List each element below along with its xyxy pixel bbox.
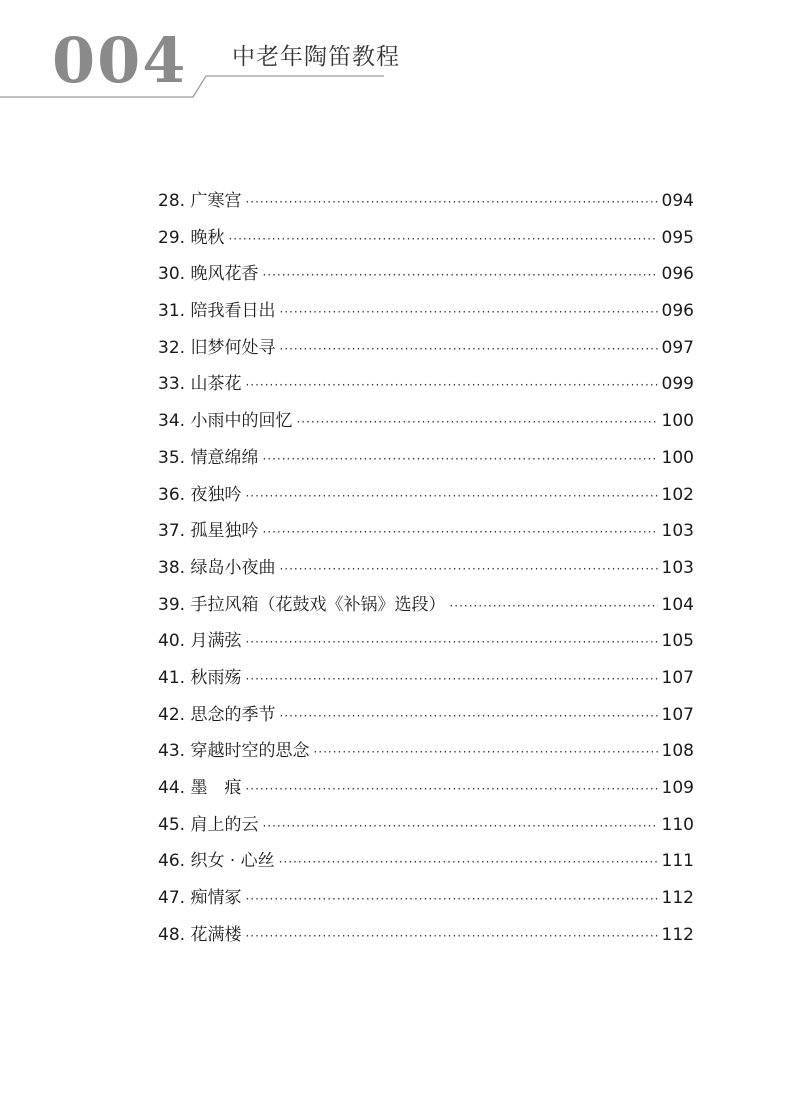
toc-dot-leader (245, 771, 657, 808)
toc-entry-page: 103 (661, 521, 694, 542)
toc-entry-page: 103 (661, 557, 694, 578)
toc-entry[interactable] (158, 256, 694, 293)
toc-dot-leader (279, 698, 657, 735)
toc-entry[interactable] (158, 697, 694, 734)
toc-entry[interactable] (158, 587, 694, 624)
toc-entry-title: 43. 穿越时空的思念 (158, 741, 310, 762)
toc-entry[interactable] (158, 550, 694, 587)
toc-entry[interactable] (158, 477, 694, 514)
toc-dot-leader (262, 257, 657, 294)
toc-entry-title: 39. 手拉风箱（花鼓戏《补锅》选段） (158, 594, 446, 615)
toc-entry[interactable] (158, 733, 694, 770)
toc-dot-leader (262, 441, 657, 478)
toc-dot-leader (279, 551, 657, 588)
toc-dot-leader (279, 844, 658, 881)
toc-entry-page: 107 (661, 667, 694, 688)
toc-entry-page: 109 (661, 778, 694, 798)
toc-entry-page: 096 (661, 301, 694, 322)
toc-entry[interactable] (158, 183, 694, 220)
toc-entry-page: 102 (661, 484, 694, 505)
toc-entry-title: 46. 织女 · 心丝 (158, 851, 275, 872)
toc-entry-title: 31. 陪我看日出 (158, 301, 276, 322)
toc-entry-page: 094 (661, 191, 694, 211)
toc-entry[interactable] (158, 807, 694, 844)
toc-entry-page: 107 (661, 704, 694, 725)
toc-entry-page: 108 (661, 741, 694, 762)
toc-dot-leader (313, 734, 657, 771)
toc-entry-title: 40. 月满弦 (158, 631, 242, 652)
toc-entry-page: 111 (661, 851, 694, 872)
toc-entry-title: 45. 肩上的云 (158, 814, 259, 835)
page-number: 004 (52, 24, 188, 97)
toc-entry[interactable] (158, 770, 694, 807)
toc-entry[interactable] (158, 660, 694, 697)
toc-entry[interactable] (158, 440, 694, 477)
toc-entry-title: 37. 孤星独吟 (158, 521, 259, 542)
toc-entry-title: 28. 广寒宫 (158, 191, 242, 211)
toc-entry-page: 096 (661, 264, 694, 285)
toc-entry-page: 095 (661, 227, 694, 248)
toc-entry-page: 100 (661, 447, 694, 468)
toc-dot-leader (296, 404, 657, 441)
toc-dot-leader (449, 588, 657, 625)
toc-entry-page: 104 (661, 594, 694, 615)
toc-entry-page: 105 (661, 631, 694, 652)
toc-entry[interactable] (158, 917, 694, 954)
page-header (0, 0, 800, 110)
toc-entry[interactable] (158, 623, 694, 660)
toc-entry[interactable] (158, 220, 694, 257)
toc-entry-title: 34. 小雨中的回忆 (158, 411, 293, 432)
toc-dot-leader (245, 881, 657, 918)
toc-entry-title: 48. 花满楼 (158, 924, 242, 945)
toc-entry[interactable] (158, 843, 694, 880)
toc-dot-leader (279, 331, 657, 368)
toc-dot-leader (245, 367, 657, 404)
toc-entry-page: 112 (661, 888, 694, 909)
toc-entry-title: 41. 秋雨殇 (158, 667, 242, 688)
toc-dot-leader (245, 478, 657, 515)
toc-entry-title: 36. 夜独吟 (158, 484, 242, 505)
book-title: 中老年陶笛教程 (232, 44, 400, 70)
toc-entry-title: 38. 绿岛小夜曲 (158, 557, 276, 578)
toc-entry-title: 33. 山茶花 (158, 374, 242, 395)
toc-entry[interactable] (158, 513, 694, 550)
toc-dot-leader (262, 808, 657, 845)
toc-entry-title: 32. 旧梦何处寻 (158, 337, 276, 358)
toc-dot-leader (228, 221, 657, 258)
toc-entry-title: 47. 痴情冢 (158, 888, 242, 909)
toc-dot-leader (245, 184, 657, 221)
toc-entry-title: 42. 思念的季节 (158, 704, 276, 725)
toc-entry-page: 110 (661, 814, 694, 835)
toc-entry[interactable] (158, 330, 694, 367)
toc-entry-title: 44. 墨 痕 (158, 778, 242, 798)
toc-dot-leader (245, 661, 657, 698)
toc-entry[interactable] (158, 880, 694, 917)
toc-entry[interactable] (158, 366, 694, 403)
toc-entry-title: 35. 情意绵绵 (158, 447, 259, 468)
toc-entry-page: 112 (661, 924, 694, 945)
toc-entry[interactable] (158, 293, 694, 330)
toc-entry[interactable] (158, 403, 694, 440)
toc-entry-title: 30. 晚风花香 (158, 264, 259, 285)
toc-dot-leader (262, 514, 657, 551)
toc-entry-title: 29. 晚秋 (158, 227, 225, 248)
toc-entry-page: 097 (661, 337, 694, 358)
toc-entry-page: 099 (661, 374, 694, 395)
table-of-contents (158, 183, 694, 953)
toc-dot-leader (245, 918, 657, 955)
toc-entry-page: 100 (661, 411, 694, 432)
toc-dot-leader (279, 294, 657, 331)
toc-dot-leader (245, 624, 657, 661)
